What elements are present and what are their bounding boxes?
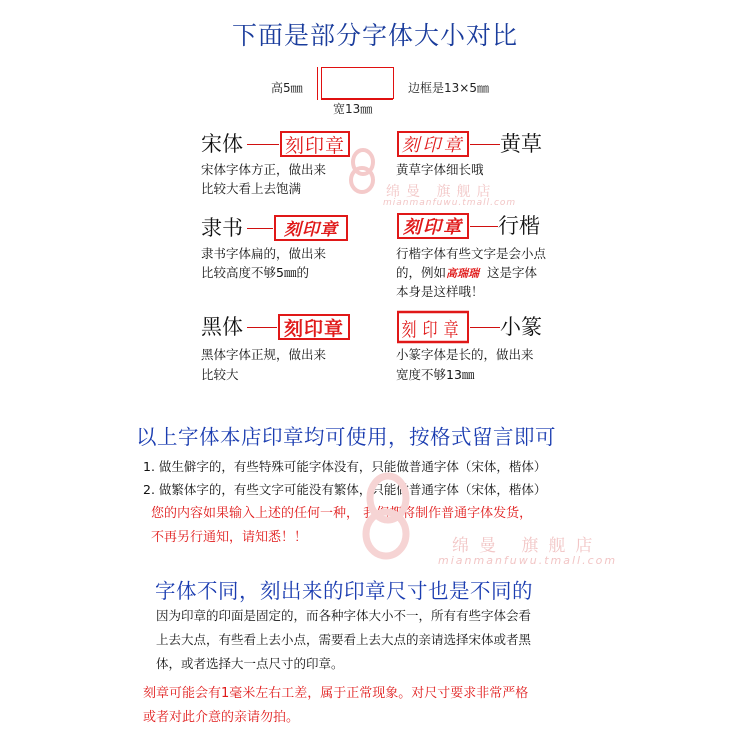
desc-xiaozhuan-2: 宽度不够13㎜ xyxy=(396,367,475,382)
watermark-shop-name: 绵曼 旗舰店 xyxy=(386,184,497,200)
font-name-xingkai: 行楷 xyxy=(498,214,540,238)
connector-line xyxy=(247,228,273,229)
desc-lishu-2: 比较高度不够5㎜的 xyxy=(201,265,309,280)
desc-huangcao-1: 黄草字体细长哦 xyxy=(396,162,484,177)
desc-xingkai-3: 本身是这样哦！ xyxy=(396,284,484,299)
page-title: 下面是部分字体大小对比 xyxy=(231,21,518,50)
red-notice-1: 您的内容如果输入上述的任何一种， 我们都将制作普通字体发货， xyxy=(151,506,533,521)
border-label: 边框是13×5㎜ xyxy=(408,81,489,95)
size-para-3: 体，或者选择大一点尺寸的印章。 xyxy=(156,656,344,671)
stamp-songti: 刻印章 xyxy=(280,131,350,157)
size-para-2: 上去大点，有些看上去小点，需要看上去大点的亲请选择宋体或者黑 xyxy=(156,632,532,647)
font-name-lishu: 隶书 xyxy=(201,216,243,240)
font-name-heiti: 黑体 xyxy=(201,315,243,339)
watermark-url: mianmanfuwu.tmall.com xyxy=(383,198,517,208)
desc-heiti-2: 比较大 xyxy=(201,367,239,382)
error-note-1: 刻章可能会有1毫米左右工差，属于正常现象。对尺寸要求非常严格 xyxy=(143,686,529,701)
desc-xingkai-2a: 的，例如 xyxy=(396,265,447,280)
connector-line xyxy=(470,144,500,145)
desc-lishu-1: 隶书字体扁的，做出来 xyxy=(201,246,327,261)
desc-xingkai-1: 行楷字体有些文字是会小点 xyxy=(396,246,547,261)
font-name-xiaozhuan: 小篆 xyxy=(500,315,542,339)
connector-line xyxy=(470,327,500,328)
desc-songti-2: 比较大看上去饱满 xyxy=(201,181,302,196)
size-heading: 字体不同，刻出来的印章尺寸也是不同的 xyxy=(155,579,533,603)
height-marker xyxy=(317,67,318,100)
font-name-huangcao: 黄草 xyxy=(500,132,542,156)
watermark-logo-large-icon xyxy=(362,470,414,560)
desc-xingkai-2b: 这是字体 xyxy=(486,265,537,280)
note-item-1: 1. 做生僻字的，有些特殊可能字体没有，只能做普通字体（宋体，楷体） xyxy=(143,459,547,474)
desc-songti-1: 宋体字体方正，做出来 xyxy=(201,162,327,177)
connector-line xyxy=(247,327,277,328)
xingkai-sample: 高瑞瑞 xyxy=(446,267,480,280)
desc-xiaozhuan-1: 小篆字体是长的，做出来 xyxy=(396,347,534,362)
stamp-heiti: 刻印章 xyxy=(278,314,350,340)
connector-line xyxy=(247,144,279,145)
error-note-2: 或者对此介意的亲请勿拍。 xyxy=(143,710,300,725)
desc-heiti-1: 黑体字体正规，做出来 xyxy=(201,347,327,362)
stamp-xingkai: 刻印章 xyxy=(397,213,469,239)
stamp-xiaozhuan: 刻印章 xyxy=(397,311,469,344)
watermark-url-large: mianmanfuwu.tmall.com xyxy=(438,554,618,567)
font-name-songti: 宋体 xyxy=(201,132,243,156)
connector-line xyxy=(470,226,498,227)
size-box xyxy=(321,67,394,99)
stamp-lishu: 刻印章 xyxy=(274,215,348,241)
note-item-2: 2. 做繁体字的，有些文字可能没有繁体，只能做普通字体（宋体，楷体） xyxy=(143,482,547,497)
usage-heading: 以上字体本店印章均可使用，按格式留言即可 xyxy=(136,425,556,449)
watermark-shop-name-large: 绵曼 旗舰店 xyxy=(452,536,603,556)
width-label: 宽13㎜ xyxy=(333,102,373,116)
red-notice-2: 不再另行通知，请知悉！！ xyxy=(151,530,308,545)
size-para-1: 因为印章的印面是固定的，而各种字体大小不一，所有有些字体会看 xyxy=(156,608,532,623)
stamp-huangcao: 刻印章 xyxy=(397,131,469,157)
height-label: 高5㎜ xyxy=(271,81,303,95)
watermark-logo-icon xyxy=(348,148,378,194)
